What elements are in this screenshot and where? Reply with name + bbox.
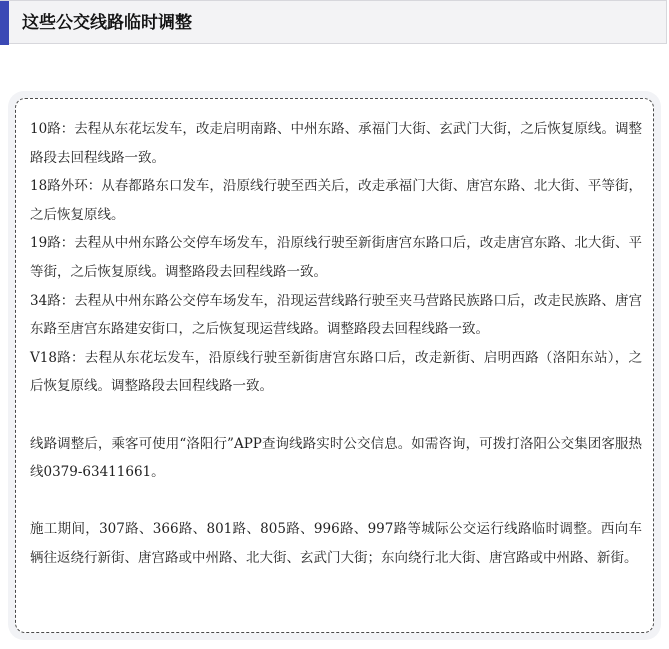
route-34-text: 34路：去程从中州东路公交停车场发车，沿现运营线路行驶至夹马营路民族路口后，改走民族路、唐宫东路至唐宫东路建安街口，之后恢复现运营线路。调整路段去回程线路一致。	[30, 292, 642, 338]
construction-text: 施工期间，307路、366路、801路、805路、996路、997路等城际公交运行线路临时调整。西向车辆往返绕行新街、唐宫路或中州路、北大街、玄武门大街；东向绕行北大街、唐宫路或中州路、新街。	[30, 521, 642, 566]
notice-card	[8, 91, 661, 640]
paragraph-spacer	[30, 401, 642, 430]
route-v18-text: V18路：去程从东花坛发车，沿原线行驶至新街唐宫东路口后，改走新街、启明西路（洛阳东站），之后恢复原线。调整路段去回程线路一致。	[30, 349, 642, 395]
hotline-text: 线路调整后，乘客可使用“洛阳行”APP查询线路实时公交信息。如需咨询，可拨打洛阳公交集团客服热线0379-63411661。	[30, 435, 642, 481]
route-19-text: 19路：去程从中州东路公交停车场发车，沿原线行驶至新街唐宫东路口后，改走唐宫东路、北大街、平等街，之后恢复原线。调整路段去回程线路一致。	[30, 235, 642, 280]
route-18-outer-text: 18路外环：从春都路东口发车，沿原线行驶至西关后，改走承福门大街、唐宫东路、北大街、平等街，之后恢复原线。	[30, 178, 642, 223]
page-title: 这些公交线路临时调整	[22, 13, 192, 33]
route-10-text: 10路：去程从东花坛发车，改走启明南路、中州东路、承福门大街、玄武门大街，之后恢复原线。调整路段去回程线路一致。	[30, 121, 642, 166]
header-accent-bar	[0, 1, 9, 45]
page-header	[0, 0, 667, 44]
paragraph-spacer	[30, 487, 642, 516]
notice-content	[15, 98, 654, 633]
